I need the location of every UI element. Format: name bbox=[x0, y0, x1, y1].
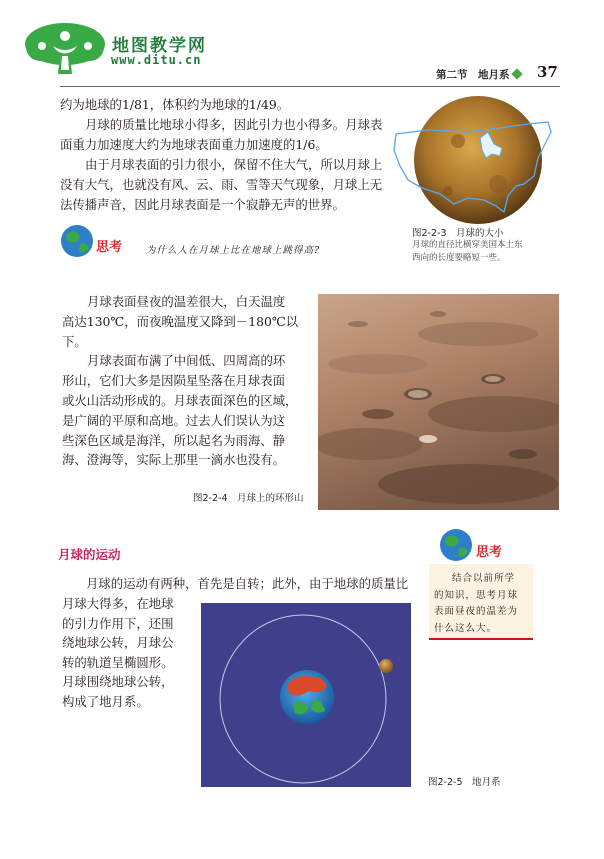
text-line: 法传播声音，因此月球表面是一个寂静无声的世界。 bbox=[60, 197, 345, 212]
think-label: 思考 bbox=[96, 240, 123, 255]
text-line: 的引力作用下，还围 bbox=[62, 615, 174, 631]
text-line: 没有大气，也就没有风、云、雨、雪等天气现象，月球上无 bbox=[60, 177, 383, 192]
think-box-text bbox=[434, 571, 528, 637]
text-line: 面重力加速度大约为地球表面重力加速度的1/6。 bbox=[60, 137, 328, 152]
text-line: 高达130℃，而夜晚温度又降到－180℃以 bbox=[62, 313, 299, 329]
intro-paragraph bbox=[60, 95, 382, 215]
figure-note bbox=[412, 239, 523, 265]
think-question: 为什么人在月球上比在地球上跳得高? bbox=[146, 245, 321, 256]
text-line: 结合以前所学 bbox=[452, 573, 516, 584]
text-line: 是广阔的平原和高地。过去人们误认为这 bbox=[62, 412, 286, 428]
text-line: 转的轨道呈椭圆形。 bbox=[62, 654, 174, 670]
text-line: 构成了地月系。 bbox=[62, 693, 149, 709]
figure-caption: 图2-2-4 月球上的环形山 bbox=[193, 493, 304, 504]
text-line: 海、澄海等，实际上那里一滴水也没有。 bbox=[62, 452, 286, 468]
text-line: 绕地球公转，月球公 bbox=[62, 635, 174, 650]
figure-caption: 图2-2-3 月球的大小 bbox=[412, 228, 504, 239]
lunar-crater-photo bbox=[318, 294, 559, 510]
diamond-icon bbox=[511, 68, 522, 79]
tree-logo-icon bbox=[22, 20, 108, 76]
text-line: 或火山活动形成的。月球表面深色的区域， bbox=[62, 392, 298, 408]
surface-paragraph bbox=[62, 292, 298, 470]
text-line: 月球表面布满了中间低、四周高的环 bbox=[87, 353, 286, 369]
figure-note-line: 西向的长度要略短一些。 bbox=[412, 253, 506, 263]
text-line: 月球围绕地球公转， bbox=[62, 674, 174, 689]
text-line: 由于月球表面的引力很小，保留不住大气，所以月球上 bbox=[85, 157, 383, 172]
moon-disc bbox=[414, 96, 542, 224]
text-line: 月球大得多，在地球 bbox=[62, 596, 174, 611]
text-line: 表面昼夜的温差为 bbox=[434, 606, 519, 617]
site-name: 地图教学网 bbox=[112, 36, 207, 56]
section-title: 第二节 地月系 bbox=[436, 69, 510, 81]
text-line: 月球的质量比地球小得多，因此引力也小得多。月球表 bbox=[85, 117, 383, 132]
site-url[interactable]: www.ditu.cn bbox=[111, 53, 202, 67]
text-line: 的知识，思考月球 bbox=[434, 589, 519, 601]
earth-moon-system-figure bbox=[201, 603, 411, 787]
figure-caption: 图2-2-5 地月系 bbox=[428, 777, 501, 788]
text-line: 月球表面昼夜的温差很大，白天温度 bbox=[87, 294, 286, 309]
header-rule bbox=[60, 86, 560, 87]
text-line: 形山，它们大多是因陨星坠落在月球表面 bbox=[62, 373, 286, 389]
figure-note-line: 月球的直径比横穿美国本土东 bbox=[412, 240, 523, 250]
text-line: 什么这么大。 bbox=[434, 622, 498, 634]
text-line: 下。 bbox=[62, 333, 87, 349]
page-number: 37 bbox=[537, 63, 558, 81]
globe-icon bbox=[439, 528, 473, 562]
section-heading: 月球的运动 bbox=[58, 547, 121, 562]
moon bbox=[379, 659, 393, 673]
motion-paragraph bbox=[62, 594, 174, 711]
moon-size-figure bbox=[388, 96, 556, 226]
text-line: 约为地球的1/81，体积约为地球的1/49。 bbox=[60, 97, 290, 112]
text-line: 些深色区域是海洋，所以起名为雨海、静 bbox=[62, 432, 286, 448]
think-label: 思考 bbox=[476, 545, 503, 560]
motion-first-line: 月球的运动有两种，首先是自转；此外，由于地球的质量比 bbox=[86, 576, 409, 591]
globe-icon bbox=[60, 224, 94, 258]
